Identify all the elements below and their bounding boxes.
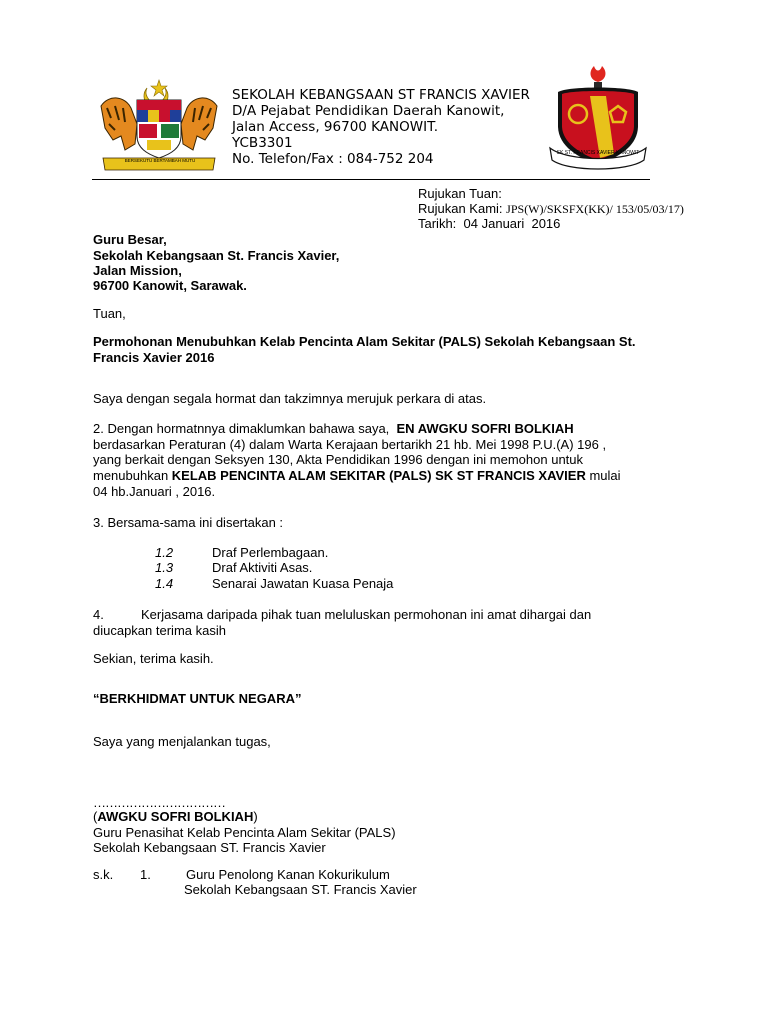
cc-label: s.k.	[93, 867, 114, 882]
school-name: SEKOLAH KEBANGSAAN ST FRANCIS XAVIER	[232, 87, 530, 103]
recipient-line3: Jalan Mission,	[93, 263, 182, 278]
cc-line1: Guru Penolong Kanan Kokurikulum	[186, 867, 390, 882]
attachment-num-3: 1.4	[155, 576, 174, 591]
signature-open-paren: (	[93, 809, 98, 824]
cc-num: 1.	[140, 867, 151, 882]
signature-name-line	[93, 809, 258, 825]
date-label: Tarikh:	[418, 216, 457, 231]
signature-close-paren: )	[253, 809, 258, 824]
school-logo-text: SK ST. FRANCIS XAVIER KANOWIT	[556, 150, 640, 156]
paragraph-2-line1	[93, 421, 574, 437]
subject-line1: Permohonan Menubuhkan Kelab Pencinta Alam Sekitar (PALS) Sekolah Kebangsaan St.	[93, 334, 636, 349]
signature-title2: Sekolah Kebangsaan ST. Francis Xavier	[93, 840, 326, 855]
date-line	[418, 216, 560, 232]
signature-dots: ……………………………	[93, 795, 225, 810]
salutation: Tuan,	[93, 306, 126, 321]
rujukan-kami-value: JPS(W)/SKSFX(KK)/ 153/05/03/17)	[506, 202, 684, 216]
paragraph-4-line1: Kerjasama daripada pihak tuan meluluskan permohonan ini amat dihargai dan	[141, 607, 592, 622]
club-name: KELAB PENCINTA ALAM SEKITAR (PALS) SK ST FRANCIS XAVIER	[171, 468, 586, 483]
paragraph-3: 3. Bersama-sama ini disertakan :	[93, 515, 284, 530]
rujukan-tuan: Rujukan Tuan:	[418, 186, 502, 201]
paragraph-2-line2: berdasarkan Peraturan (4) dalam Warta Kerajaan bertarikh 21 hb. Mei 1998 P.U.(A) 196 ,	[93, 437, 607, 452]
closing: Sekian, terima kasih.	[93, 651, 214, 666]
attachment-text-1: Draf Perlembagaan.	[212, 545, 329, 560]
duty-line: Saya yang menjalankan tugas,	[93, 734, 271, 749]
signature-name: AWGKU SOFRI BOLKIAH	[97, 809, 254, 824]
recipient-line4: 96700 Kanowit, Sarawak.	[93, 278, 247, 293]
paragraph-2-line4-pre: menubuhkan	[93, 468, 172, 483]
rujukan-kami-label: Rujukan Kami:	[418, 201, 503, 216]
date-value: 04 Januari 2016	[463, 216, 561, 231]
paragraph-1: Saya dengan segala hormat dan takzimnya merujuk perkara di atas.	[93, 391, 487, 406]
paragraph-2-line3: yang berkait dengan Seksyen 130, Akta Pendidikan 1996 dengan ini memohon untuk	[93, 452, 584, 467]
subject-line2: Francis Xavier 2016	[93, 350, 215, 365]
recipient-line2: Sekolah Kebangsaan St. Francis Xavier,	[93, 248, 340, 263]
paragraph-4-line2: diucapkan terima kasih	[93, 623, 226, 638]
attachment-text-2: Draf Aktiviti Asas.	[212, 560, 313, 575]
teacher-name: EN AWGKU SOFRI BOLKIAH	[396, 421, 574, 436]
phone-fax: No. Telefon/Fax : 084-752 204	[232, 151, 434, 167]
attachment-text-3: Senarai Jawatan Kuasa Penaja	[212, 576, 394, 591]
school-logo	[548, 62, 648, 174]
signature-title1: Guru Penasihat Kelab Pencinta Alam Sekitar (PALS)	[93, 825, 396, 840]
paragraph-2-line5: 04 hb.Januari , 2016.	[93, 484, 216, 499]
paragraph-2-line4	[93, 468, 621, 484]
paragraph-4-num: 4.	[93, 607, 104, 622]
school-code: YCB3301	[232, 135, 293, 151]
address-line2: Jalan Access, 96700 KANOWIT.	[232, 119, 439, 135]
recipient-line1: Guru Besar,	[93, 232, 167, 247]
paragraph-2-intro: 2. Dengan hormatnnya dimaklumkan bahawa saya,	[93, 421, 397, 436]
attachment-num-2: 1.3	[155, 560, 174, 575]
address-line1: D/A Pejabat Pendidikan Daerah Kanowit,	[232, 103, 505, 119]
crest-motto: BERSEKUTU BERTAMBAH MUTU	[124, 158, 196, 163]
cc-line2: Sekolah Kebangsaan ST. Francis Xavier	[184, 882, 417, 897]
motto: “BERKHIDMAT UNTUK NEGARA”	[93, 691, 302, 706]
paragraph-2-line4-post: mulai	[585, 468, 621, 483]
header-divider	[92, 179, 650, 180]
attachment-num-1: 1.2	[155, 545, 174, 560]
